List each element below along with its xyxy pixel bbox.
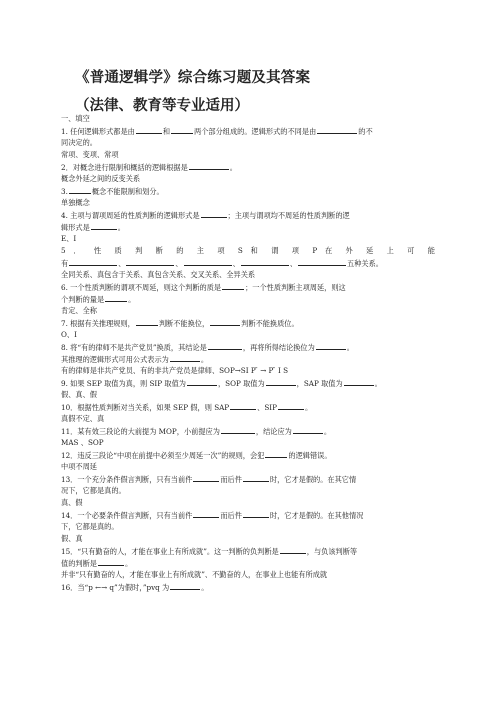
question-4: 4. 主项与谓项周延的性质判断的逻辑形式是 ；主项与谓项均不周延的性质判断的逻	[61, 211, 350, 220]
answer-13: 真、假	[61, 498, 83, 507]
answer-9: 假、真、假	[61, 390, 97, 399]
question-6: 6. 一个性质判断的谓项不周延，则这个判断的质是 ；一个性质判断主项周延，则这	[61, 283, 346, 292]
answer-11: MAS 、SOP	[61, 438, 104, 447]
question-1: 1. 任何逻辑形式都是由 和 两个部分组成的。逻辑形式的不同是由 的不	[61, 127, 373, 136]
question-7: 7. 根据有关推理规则， 判断不能换位， 判断不能换质位。	[61, 319, 299, 328]
answer-blank	[280, 545, 306, 554]
answer-blank	[201, 209, 227, 218]
document-subtitle: （法律、教育等专业适用）	[75, 97, 249, 114]
answer-blank	[170, 353, 200, 362]
answer-blank	[136, 125, 162, 134]
answer-blank	[187, 377, 217, 386]
question-11: 11．某有效三段论的大前提为 MOP，小前提应为 ，结论应为 。	[61, 427, 332, 436]
answer-14: 假、真	[61, 534, 83, 543]
answer-4: E、I	[61, 234, 77, 243]
answer-10: 真假不定、真	[61, 414, 105, 423]
document-body	[61, 113, 435, 593]
question-13: 13．一个充分条件假言判断，只有当前件 而后件 时，它才是假的。在其它情	[61, 475, 357, 484]
answer-blank	[193, 473, 219, 482]
answer-blank	[293, 425, 323, 434]
question-12: 12．违反三段论“中项在前提中必须至少周延一次”的规则，会犯 的逻辑错误。	[61, 451, 332, 460]
answer-blank	[230, 401, 256, 410]
answer-blank	[221, 425, 255, 434]
answer-blank	[189, 161, 229, 170]
answer-8: 有的律师是非共产党员、有的非共产党员是律师、SOP→SI P ̄ → P ̄ I S	[61, 366, 289, 375]
answer-blank	[170, 581, 200, 590]
answer-15: 并非“只有勤奋的人，才能在事业上有所成就”、不勤奋的人，在事业上也能有所成就	[61, 570, 328, 579]
question-6-cont: 个判断的量是 。	[61, 295, 136, 304]
answer-blank	[105, 293, 127, 302]
question-10: 10．根据性质判断对当关系，如果 SEP 假，则 SAP 、SIP 。	[61, 403, 313, 412]
answer-blank	[69, 257, 117, 266]
question-15-cont: 值的判断是 。	[61, 559, 133, 568]
question-2: 2．对概念进行限制和概括的逻辑根据是 。	[61, 163, 237, 172]
answer-3: 单独概念	[61, 198, 90, 207]
question-16: 16．当“p ←→ q”为假时，”pvq 为 。	[61, 583, 209, 592]
question-14-cont: 下，它都是真的。	[61, 522, 119, 531]
answer-blank	[298, 257, 346, 266]
answer-blank	[222, 281, 244, 290]
section-heading: 一、填空	[61, 114, 90, 123]
answer-blank	[98, 557, 124, 566]
answer-blank	[266, 377, 296, 386]
answer-blank	[208, 341, 242, 350]
answer-7: O、I	[61, 330, 77, 339]
answer-1: 常项、变项、常项	[61, 150, 119, 159]
question-8: 8. 将“有的律师不是共产党员”换质，其结论是 ，再将所得结论换位为 。	[61, 343, 354, 352]
answer-blank	[316, 341, 346, 350]
answer-blank	[171, 125, 193, 134]
answer-blank	[91, 221, 117, 230]
answer-blank	[210, 317, 240, 326]
question-8-cont: 其推理的逻辑形式可用公式表示为 。	[61, 355, 209, 364]
question-13-cont: 况下，它都是真的。	[61, 486, 126, 495]
question-14: 14．一个必要条件假言判断，只有当前件 而后件 时，它才是假的。在其他情况	[61, 511, 364, 520]
answer-blank	[193, 509, 219, 518]
answer-blank	[241, 257, 289, 266]
answer-blank	[184, 257, 232, 266]
answer-6: 肯定、全称	[61, 306, 97, 315]
question-9: 9. 如果 SEP 取值为真，则 SIP 取值为 ，SOP 取值为 ，SAP 取值为 。	[61, 379, 382, 388]
answer-blank	[278, 401, 304, 410]
question-5: 5 ． 性 质 判 断 的 主 项 S 和 谓 项 P 在 外 延 上 可 能	[61, 246, 435, 255]
answer-5: 全同关系、真包含于关系、真包含关系、交叉关系、全异关系	[61, 270, 256, 279]
answer-blank	[243, 509, 269, 518]
question-5-cont: 有 、 、 、 、 五种关系。	[61, 259, 383, 268]
question-3: 3. 概念不能限制和划分。	[61, 187, 164, 196]
answer-blank	[265, 449, 287, 458]
answer-blank	[69, 185, 91, 194]
answer-12: 中项不周延	[61, 462, 97, 471]
answer-blank	[243, 473, 269, 482]
answer-blank	[344, 377, 374, 386]
answer-blank	[317, 125, 357, 134]
question-15: 15．“只有勤奋的人，才能在事业上有所成就”。这一判断的负判断是 ，与负该判断等	[61, 547, 358, 556]
document-title: 《普通逻辑学》综合练习题及其答案	[75, 69, 311, 86]
answer-2: 概念外延之间的反变关系	[61, 174, 141, 183]
answer-blank	[126, 257, 174, 266]
question-4-cont: 辑形式是 。	[61, 223, 125, 232]
answer-blank	[136, 317, 158, 326]
question-1-cont: 同决定的。	[61, 138, 97, 147]
